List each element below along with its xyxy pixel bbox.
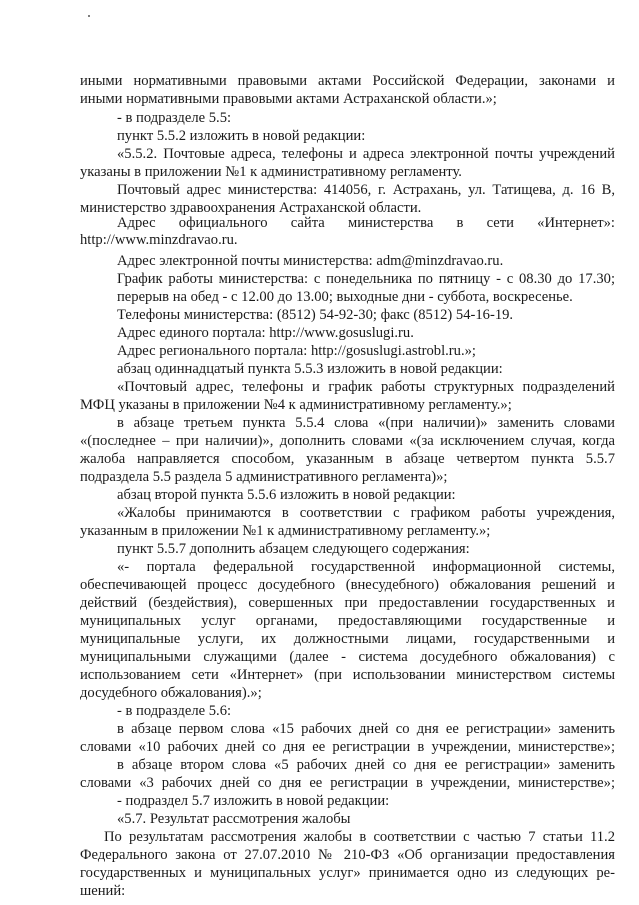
text-line: действий (бездействия), совершенных при предоставлении государственных и — [80, 595, 615, 611]
text-line: перерыв на обед - с 12.00 до 13.00; выходные дни - суббота, воскресенье. — [117, 289, 573, 305]
text-line: указаны в приложении №1 к административному регламенту. — [80, 164, 462, 180]
text-line: муниципальных услуг органами, предоставляющими государственные и — [80, 613, 615, 629]
text-line: Адрес официального сайта министерства в сети «Интернет»: — [117, 215, 615, 231]
text-line: обеспечивающей процесс досудебного (внесудебного) обжалования решений и — [80, 577, 615, 593]
text-line: Почтовый адрес министерства: 414056, г. Астрахань, ул. Татищева, д. 16 В, — [117, 182, 615, 198]
text-line: Адрес регионального портала: http://gosuslugi.astrobl.ru.»; — [117, 343, 476, 359]
text-line: шений: — [80, 883, 126, 899]
text-line: словами «3 рабочих дней со дня ее регистрации в учреждении, министерстве»; — [80, 775, 615, 791]
text-line: Адрес электронной почты министерства: adm@minzdravao.ru. — [117, 253, 504, 269]
text-line: Адрес единого портала: http://www.gosuslugi.ru. — [117, 325, 414, 341]
text-line: - в подразделе 5.6: — [117, 703, 232, 719]
scan-speck — [88, 15, 90, 17]
text-line: в абзаце первом слова «15 рабочих дней со дня ее регистрации» заменить — [117, 721, 615, 737]
text-line: - подраздел 5.7 изложить в новой редакции: — [117, 793, 390, 809]
text-line: График работы министерства: с понедельника по пятницу - с 08.30 до 17.30; — [117, 271, 615, 287]
text-line: МФЦ указаны в приложении №4 к административному регламенту.»; — [80, 397, 512, 413]
text-line: муниципальными служащими (далее - система досудебного обжалования) с — [80, 649, 615, 665]
text-line: - в подразделе 5.5: — [117, 110, 232, 126]
text-line: «(последнее – при наличии)», дополнить словами «(за исключением случая, когда — [80, 433, 615, 449]
text-line: в абзаце третьем пункта 5.5.4 слова «(при наличии)» заменить словами — [117, 415, 615, 431]
text-line: государственных и муниципальных услуг» принимается одно из следующих ре- — [80, 865, 615, 881]
text-line: «Почтовый адрес, телефоны и график работы структурных подразделений — [117, 379, 615, 395]
text-line: иными нормативными правовыми актами Астраханской области.»; — [80, 91, 497, 107]
text-line: пункт 5.5.2 изложить в новой редакции: — [117, 128, 366, 144]
text-line: абзац одиннадцатый пункта 5.5.3 изложить в новой редакции: — [117, 361, 503, 377]
text-line: «5.7. Результат рассмотрения жалобы — [117, 811, 351, 827]
text-line: «5.5.2. Почтовые адреса, телефоны и адреса электронной почты учреждений — [117, 146, 615, 162]
text-line: иными нормативными правовыми актами Российской Федерации, законами и — [80, 73, 615, 89]
text-line: жалоба направляется способом, указанным в абзаце четвертом пункта 5.5.7 — [80, 451, 615, 467]
text-line: пункт 5.5.7 дополнить абзацем следующего содержания: — [117, 541, 470, 557]
text-line: Федерального закона от 27.07.2010 № 210-ФЗ «Об организации предоставления — [80, 847, 615, 863]
text-line: абзац второй пункта 5.5.6 изложить в новой редакции: — [117, 487, 456, 503]
text-line: По результатам рассмотрения жалобы в соответствии с частью 7 статьи 11.2 — [104, 829, 615, 845]
text-line: муниципальные услуги, их должностными лицами, государственными и — [80, 631, 615, 647]
text-line: «Жалобы принимаются в соответствии с графиком работы учреждения, — [117, 505, 615, 521]
text-line: «- портала федеральной государственной информационной системы, — [117, 559, 615, 575]
text-line: досудебного обжалования).»; — [80, 685, 262, 701]
text-line: использованием сети «Интернет» (при использовании министерством системы — [80, 667, 615, 683]
text-line: подраздела 5.5 раздела 5 административного регламента)»; — [80, 469, 448, 485]
text-line: http://www.minzdravao.ru. — [80, 232, 238, 248]
text-line: указанным в приложении №1 к административному регламенту.»; — [80, 523, 491, 539]
text-line: в абзаце втором слова «5 рабочих дней со дня ее регистрации» заменить — [117, 757, 615, 773]
text-line: словами «10 рабочих дней со дня ее регистрации в учреждении, министерстве»; — [80, 739, 615, 755]
text-line: министерство здравоохранения Астраханской области. — [80, 200, 422, 216]
text-line: Телефоны министерства: (8512) 54-92-30; факс (8512) 54-16-19. — [117, 307, 514, 323]
